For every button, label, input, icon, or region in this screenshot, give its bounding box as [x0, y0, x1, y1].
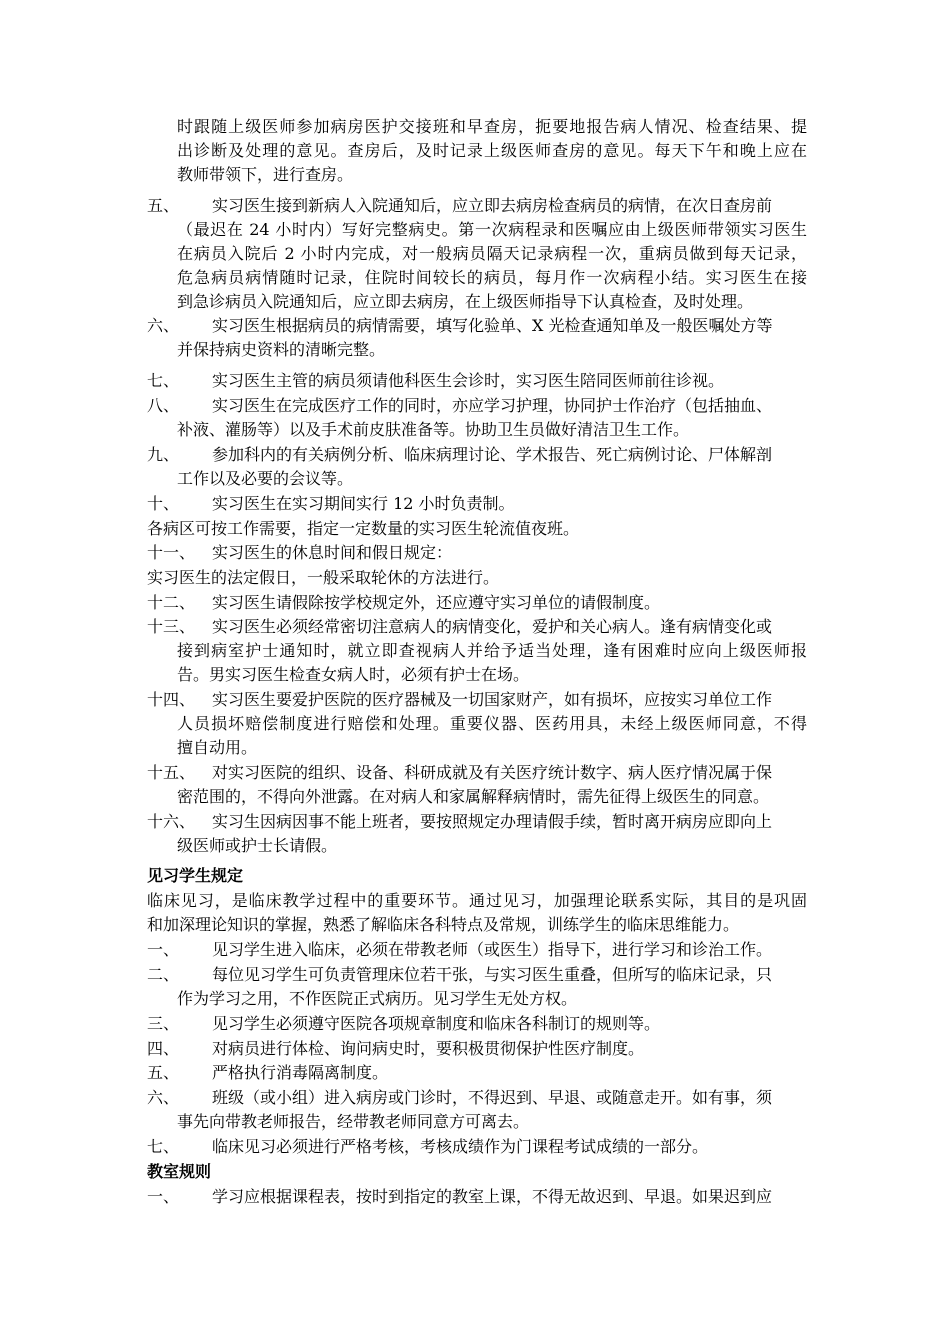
text-line — [147, 1012, 807, 1036]
item-text: 实习医生请假除按学校规定外，还应遵守实习单位的请假制度。 — [212, 593, 661, 612]
item-number: 三、 — [147, 1014, 180, 1033]
text-line: 工作以及必要的会议等。 — [177, 469, 354, 488]
text-line — [147, 810, 807, 834]
text-line — [147, 492, 807, 516]
text-line: 危急病员病情随时记录，住院时间较长的病员，每月作一次病程小结。实习医生在接 — [177, 268, 807, 287]
text-line: 在病员入院后 2 小时内完成，对一般病员隔天记录病程一次，重病员做到每天记录， — [177, 244, 807, 263]
item-number: 四、 — [147, 1039, 180, 1058]
text-line: 作为学习之用，不作医院正式病历。见习学生无处方权。 — [177, 989, 578, 1008]
text-line: （最迟在 24 小时内）写好完整病史。第一次病程录和医嘱应由上级医师带领实习医生 — [177, 220, 807, 239]
text-line — [147, 369, 807, 393]
text-line: 擅自动用。 — [177, 738, 258, 757]
text-line: 级医师或护士长请假。 — [177, 836, 338, 855]
text-line: 和加深理论知识的掌握，熟悉了解临床各科特点及常规，训练学生的临床思维能力。 — [147, 915, 740, 934]
item-text: 实习医生接到新病人入院通知后，应立即去病房检查病员的病情，在次日查房前 — [212, 196, 773, 215]
item-number: 十五、 — [147, 763, 196, 782]
item-text: 实习生因病因事不能上班者，要按照规定办理请假手续，暂时离开病房应即向上 — [212, 812, 773, 831]
text-line: 实习医生的法定假日，一般采取轮休的方法进行。 — [147, 568, 500, 587]
item-number: 六、 — [147, 316, 180, 335]
text-line: 人员损坏赔偿制度进行赔偿和处理。重要仪器、医药用具，未经上级医师同意，不得 — [177, 714, 807, 733]
text-line: 教师带领下，进行查房。 — [177, 165, 354, 184]
text-line — [147, 615, 807, 639]
text-line: 事先向带教老师报告，经带教老师同意方可离去。 — [177, 1112, 530, 1131]
item-text: 每位见习学生可负责管理床位若干张，与实习医生重叠，但所写的临床记录，只 — [212, 965, 773, 984]
item-text: 实习医生必须经常密切注意病人的病情变化，爱护和关心病人。逢有病情变化或 — [212, 617, 773, 636]
item-text: 实习医生在完成医疗工作的同时，亦应学习护理，协同护士作治疗（包括抽血、 — [212, 396, 773, 415]
text-line — [147, 443, 807, 467]
item-text: 实习医生根据病员的病情需要，填写化验单、X 光检查通知单及一般医嘱处方等 — [212, 316, 773, 335]
item-text: 严格执行消毒隔离制度。 — [212, 1063, 389, 1082]
item-text: 对实习医院的组织、设备、科研成就及有关医疗统计数字、病人医疗情况属于保 — [212, 763, 773, 782]
item-number: 七、 — [147, 1137, 180, 1156]
item-number: 二、 — [147, 965, 180, 984]
item-number: 九、 — [147, 445, 180, 464]
text-line — [147, 688, 807, 712]
text-line — [147, 1086, 807, 1110]
text-line — [147, 591, 807, 615]
text-line — [147, 314, 807, 338]
item-text: 对病员进行体检、询问病史时，要积极贯彻保护性医疗制度。 — [212, 1039, 645, 1058]
text-line: 密范围的，不得向外泄露。在对病人和家属解释病情时，需先征得上级医生的同意。 — [177, 787, 770, 806]
text-line — [147, 194, 807, 218]
item-text: 学习应根据课程表，按时到指定的教室上课，不得无故迟到、早退。如果迟到应 — [212, 1187, 773, 1206]
item-number: 八、 — [147, 396, 180, 415]
item-number: 十三、 — [147, 617, 196, 636]
item-number: 六、 — [147, 1088, 180, 1107]
text-line — [147, 394, 807, 418]
item-number: 五、 — [147, 1063, 180, 1082]
text-line — [147, 541, 807, 565]
text-line — [147, 761, 807, 785]
item-text: 班级（或小组）进入病房或门诊时，不得迟到、早退、或随意走开。如有事，须 — [212, 1088, 773, 1107]
text-line — [147, 938, 807, 962]
item-number: 七、 — [147, 371, 180, 390]
item-text: 见习学生进入临床，必须在带教老师（或医生）指导下，进行学习和诊治工作。 — [212, 940, 773, 959]
text-line: 各病区可按工作需要，指定一定数量的实习医生轮流值夜班。 — [147, 519, 580, 538]
section-heading: 教室规则 — [147, 1162, 212, 1181]
item-text: 实习医生要爱护医院的医疗器械及一切国家财产，如有损坏，应按实习单位工作 — [212, 690, 773, 709]
item-number: 十六、 — [147, 812, 196, 831]
item-number: 五、 — [147, 196, 180, 215]
item-number: 一、 — [147, 940, 180, 959]
item-number: 十、 — [147, 494, 180, 513]
section-heading: 见习学生规定 — [147, 866, 244, 885]
item-text: 实习医生在实习期间实行 12 小时负责制。 — [212, 494, 515, 513]
text-line: 接到病室护士通知时，就立即查视病人并给予适当处理，逢有困难时应向上级医师报 — [177, 641, 807, 660]
item-text: 实习医生主管的病员须请他科医生会诊时，实习医生陪同医师前往诊视。 — [212, 371, 725, 390]
text-line: 补液、灌肠等）以及手术前皮肤准备等。协助卫生员做好清洁卫生工作。 — [177, 420, 690, 439]
item-text: 见习学生必须遵守医院各项规章制度和临床各科制订的规则等。 — [212, 1014, 661, 1033]
text-line: 出诊断及处理的意见。查房后，及时记录上级医师查房的意见。每天下午和晚上应在 — [177, 141, 807, 160]
item-number: 一、 — [147, 1187, 180, 1206]
item-number: 十四、 — [147, 690, 196, 709]
text-line: 告。男实习医生检查女病人时，必须有护士在场。 — [177, 665, 530, 684]
text-line — [147, 963, 807, 987]
text-line — [147, 1135, 807, 1159]
text-line: 并保持病史资料的清晰完整。 — [177, 340, 386, 359]
text-line: 时跟随上级医师参加病房医护交接班和早查房，扼要地报告病人情况、检查结果、提 — [177, 117, 807, 136]
item-number: 十二、 — [147, 593, 196, 612]
item-text: 实习医生的休息时间和假日规定： — [212, 543, 453, 562]
text-line: 到急诊病员入院通知后，应立即去病房，在上级医师指导下认真检查，及时处理。 — [177, 292, 754, 311]
item-text: 临床见习必须进行严格考核，考核成绩作为门课程考试成绩的一部分。 — [212, 1137, 709, 1156]
item-text: 参加科内的有关病例分析、临床病理讨论、学术报告、死亡病例讨论、尸体解剖 — [212, 445, 773, 464]
text-line: 临床见习，是临床教学过程中的重要环节。通过见习，加强理论联系实际，其目的是巩固 — [147, 891, 807, 910]
text-line — [147, 1037, 807, 1061]
text-line — [147, 1061, 807, 1085]
item-number: 十一、 — [147, 543, 196, 562]
text-line — [147, 1185, 807, 1209]
